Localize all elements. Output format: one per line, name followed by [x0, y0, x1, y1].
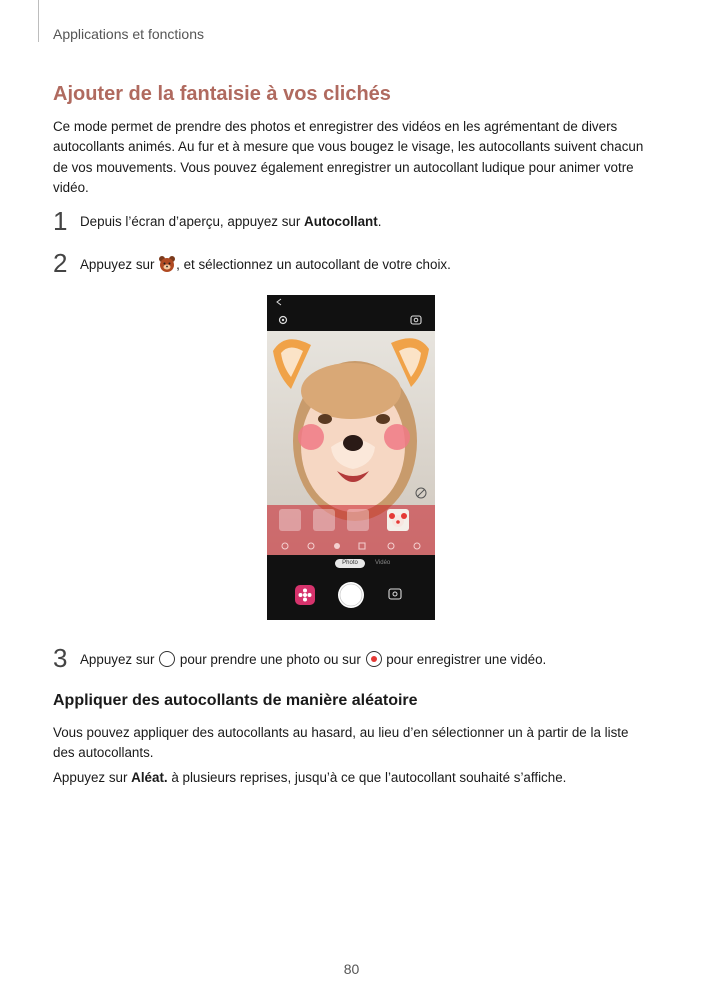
sticker-thumb[interactable] — [279, 509, 301, 531]
camera-mode-bar — [267, 555, 435, 573]
subsection-title: Appliquer des autocollants de manière aléatoire — [53, 692, 418, 709]
sticker-button[interactable] — [295, 585, 315, 605]
back-arrow-icon — [267, 295, 435, 309]
step-3-number: 3 — [53, 643, 68, 673]
settings-gear-icon[interactable] — [280, 317, 287, 324]
step-2-text-before: Appuyez sur — [80, 257, 159, 273]
step-3-text — [80, 650, 546, 671]
para2-after: à plusieurs reprises, jusqu’à ce que l’autocollant souhaité s’affiche. — [167, 770, 567, 785]
phone-status-bar — [267, 295, 435, 309]
camera-controls — [267, 573, 435, 620]
shutter-button[interactable] — [338, 582, 364, 608]
step-1-text-after: . — [377, 214, 382, 229]
sticker-thumb[interactable] — [347, 509, 369, 531]
record-video-icon — [365, 650, 383, 671]
para2-before: Appuyez sur — [53, 770, 132, 785]
step-1-number: 1 — [53, 206, 68, 236]
section-title: Ajouter de la fantaisie à vos clichés — [53, 83, 391, 105]
sticker-category-row — [267, 539, 435, 553]
subsection-paragraph-2 — [53, 768, 653, 788]
step-3-text-middle: pour prendre une photo ou sur — [176, 652, 365, 668]
sticker-bear-icon — [158, 255, 176, 276]
step-2-text — [80, 255, 451, 276]
shutter-circle-icon — [158, 650, 176, 671]
clown-sticker-icon — [387, 509, 409, 531]
switch-camera-button[interactable] — [389, 589, 401, 599]
page-margin-rule — [38, 0, 39, 42]
step-3-text-after: pour enregistrer une vidéo. — [382, 652, 547, 668]
step-1-bold-label: Autocollant — [304, 214, 378, 229]
step-2-number: 2 — [53, 248, 68, 278]
step-1-text — [80, 214, 381, 229]
step-1-text-before: Depuis l’écran d’aperçu, appuyez sur — [80, 214, 305, 229]
step-3-text-before: Appuyez sur — [80, 652, 159, 668]
camera-top-bar — [267, 309, 435, 331]
mode-video-tab[interactable]: Vidéo — [375, 560, 391, 566]
mode-photo-tab[interactable]: Photo — [335, 559, 365, 568]
sticker-thumb[interactable] — [313, 509, 335, 531]
subsection-paragraph-1: Vous pouvez appliquer des autocollants au hasard, au lieu d’en sélectionner un à partir de la liste des autocollants. — [53, 725, 629, 761]
intro-paragraph: Ce mode permet de prendre des photos et enregistrer des vidéos en les agrémentant de divers autocollants animés. Au fur et à mesure que vous bougez le visage, les autocollants suivent chacun de vos mouvements. Vous pouvez également enregistrer un autocollant ludique pour animer votre vidéo. — [53, 119, 644, 196]
phone-screenshot — [267, 295, 435, 620]
step-2-text-after: , et sélectionnez un autocollant de votre choix. — [176, 257, 451, 273]
running-header: Applications et fonctions — [53, 26, 204, 42]
sticker-thumb-selected[interactable] — [387, 509, 409, 531]
switch-camera-icon[interactable] — [411, 316, 421, 324]
page-number: 80 — [343, 961, 360, 977]
random-bold-label: Aléat. — [131, 770, 168, 785]
